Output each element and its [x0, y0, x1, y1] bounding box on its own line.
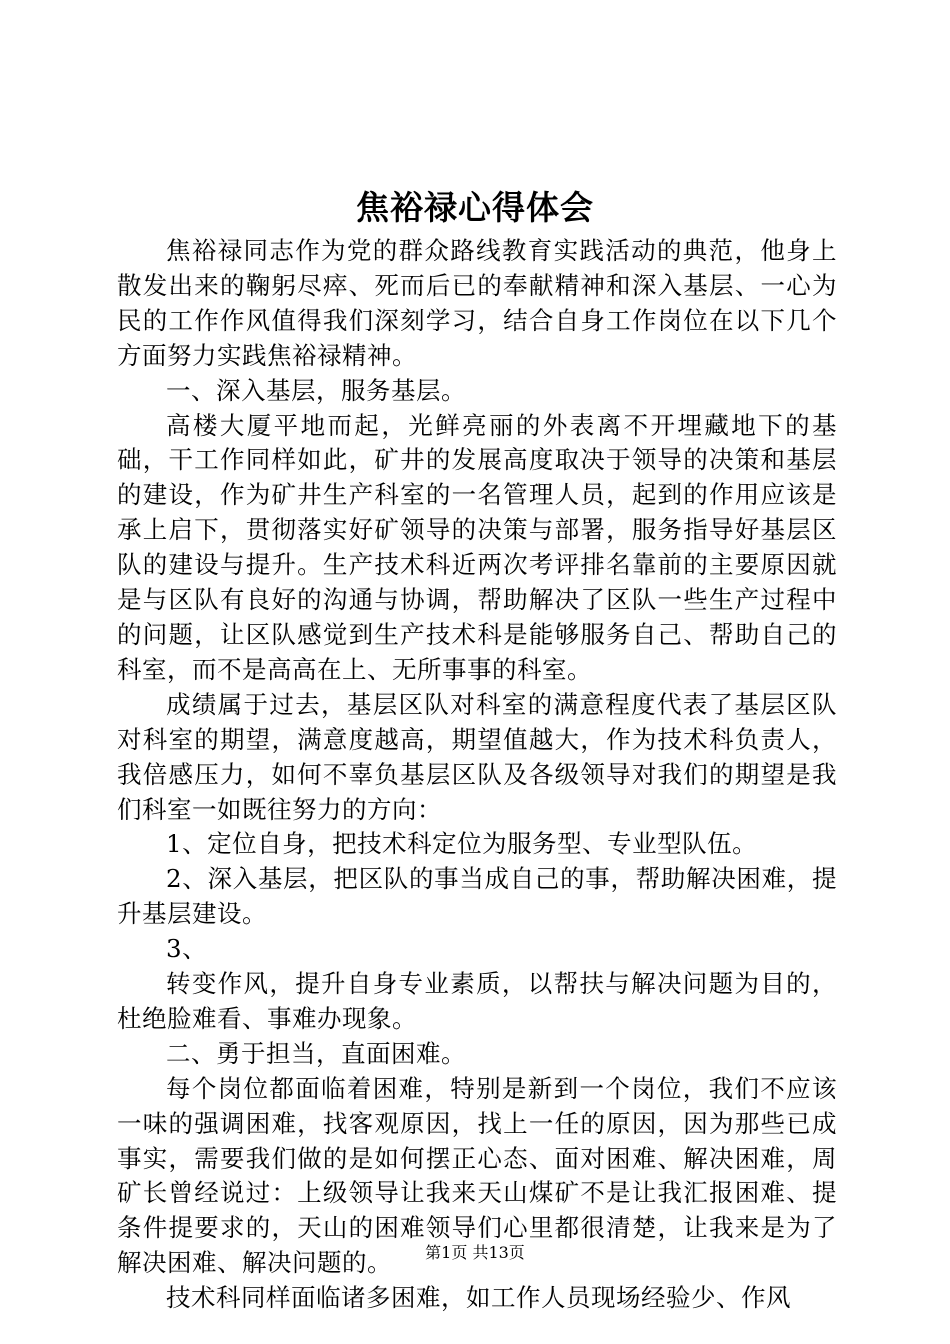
list-item-3-number: 3、 [166, 934, 208, 964]
list-item-2: 2、深入基层，把区队的事当成自己的事，帮助解决困难，提升基层建设。 [117, 864, 837, 929]
section-heading-2: 二、勇于担当，直面困难。 [166, 1038, 466, 1068]
document-body [117, 234, 837, 1316]
paragraph-2: 成绩属于过去，基层区队对科室的满意程度代表了基层区队对科室的期望，满意度越高，期望值越大，作为技术科负责人，我倍感压力，如何不辜负基层区队及各级领导对我们的期望是我们科室一如既往努力的方向： [117, 689, 837, 824]
paragraph-intro: 焦裕禄同志作为党的群众路线教育实践活动的典范，他身上散发出来的鞠躬尽瘁、死而后已的奉献精神和深入基层、一心为民的工作作风值得我们深刻学习，结合自身工作岗位在以下几个方面努力实践焦裕禄精神。 [117, 236, 837, 370]
paragraph-3: 每个岗位都面临着困难，特别是新到一个岗位，我们不应该一味的强调困难，找客观原因，找上一任的原因，因为那些已成事实，需要我们做的是如何摆正心态、面对困难、解决困难，周矿长曾经说过：上级领导让我来天山煤矿不是让我汇报困难、提条件提要求的，天山的困难领导们心里都很清楚，让我来是为了解决困难、解决问题的。 [117, 1073, 837, 1278]
list-item-1: 1、定位自身，把技术科定位为服务型、专业型队伍。 [166, 829, 758, 859]
list-item-3-text: 转变作风，提升自身专业素质，以帮扶与解决问题为目的，杜绝脸难看、事难办现象。 [117, 969, 837, 1033]
document-title: 焦裕禄心得体会 [356, 188, 594, 227]
page-footer: 第1页 共13页 [425, 1243, 525, 1262]
paragraph-4: 技术科同样面临诸多困难，如工作人员现场经验少、作风 [166, 1283, 791, 1313]
paragraph-1: 高楼大厦平地而起，光鲜亮丽的外表离不开埋藏地下的基础，干工作同样如此，矿井的发展高度取决于领导的决策和基层的建设，作为矿井生产科室的一名管理人员，起到的作用应该是承上启下，贯彻落实好矿领导的决策与部署，服务指导好基层区队的建设与提升。生产技术科近两次考评排名靠前的主要原因就是与区队有良好的沟通与协调，帮助解决了区队一些生产过程中的问题，让区队感觉到生产技术科是能够服务自己、帮助自己的科室，而不是高高在上、无所事事的科室。 [117, 410, 837, 684]
section-heading-1: 一、深入基层，服务基层。 [166, 375, 466, 405]
